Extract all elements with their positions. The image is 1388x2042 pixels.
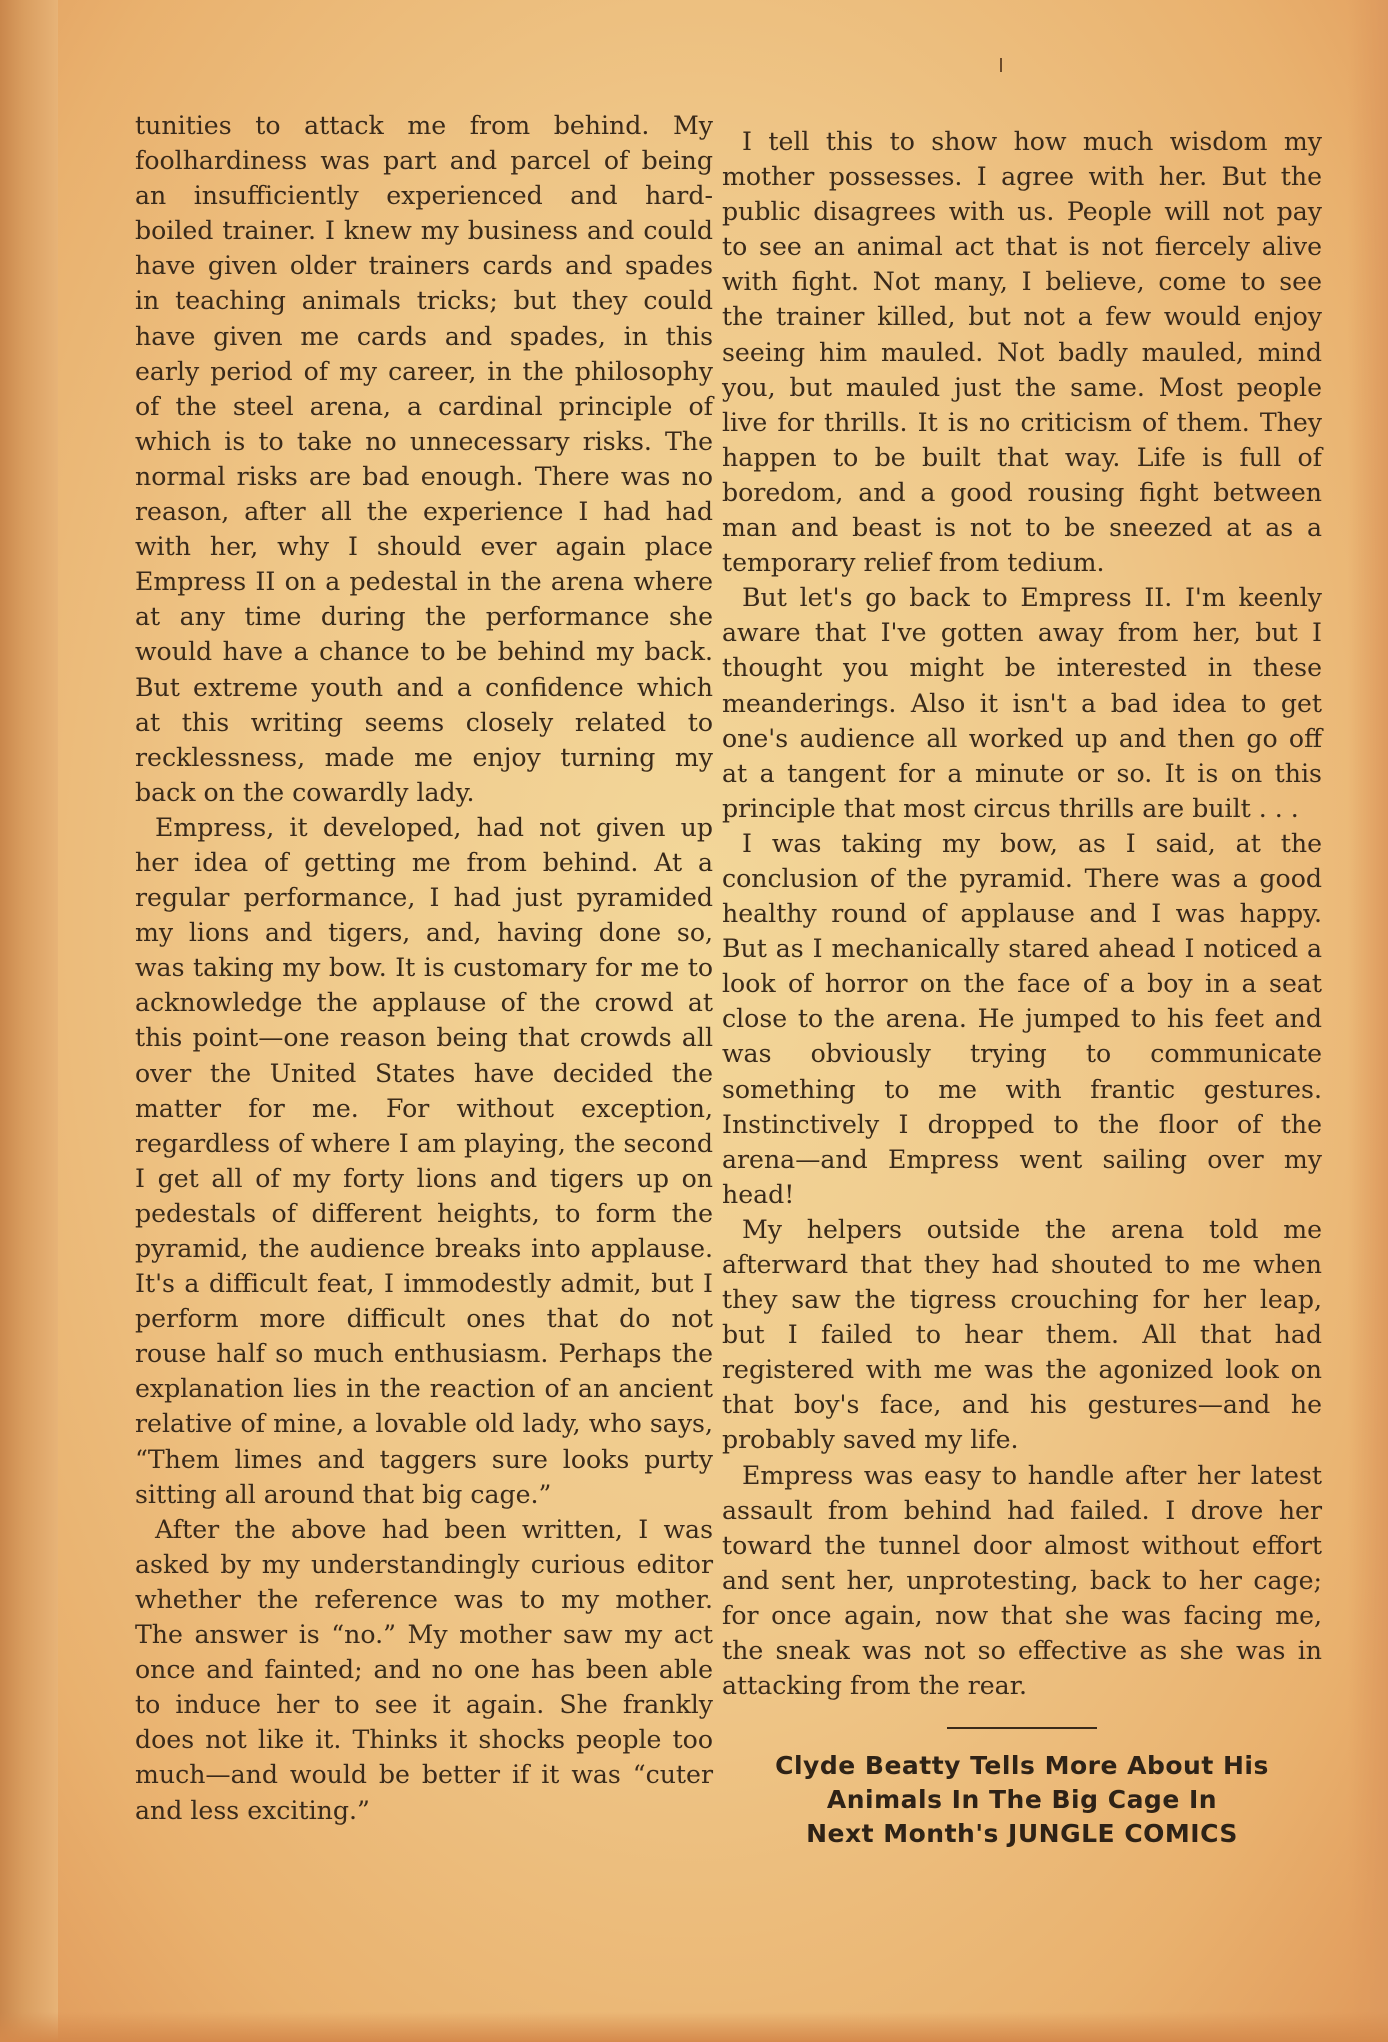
paragraph: tunities to attack me from behind. My foolhardiness was part and parcel of being an insufficiently experienced and hard-boiled trainer. I knew my business and could have given older trainers cards and spades in teaching animals tricks; but they could have given me cards and spades, in this early period of my career, in the philosophy of the steel arena, a cardinal principle of which is to take no unnecessary risks. The normal risks are bad enough. There was no reason, after all the experience I had had with her, why I should ever again place Empress II on a pedestal in the arena where at any time during the performance she would have a chance to be behind my back. But extreme youth and a confidence which at this writing seems closely related to recklessness, made me enjoy turning my back on the cowardly lady. [135,111,713,807]
paragraph: After the above had been written, I was asked by my understandingly curious editor whether the reference was to my mother. The answer is “no.” My mother saw my act once and fainted; and no one has been able to induce her to see it again. She frankly does not like it. Thinks it shocks people too much—and would be better if it was “cuter and less exciting.” [135,1514,713,1825]
print-mark [1000,58,1002,72]
page-bottom-edge [0,2012,1388,2042]
paragraph: My helpers outside the arena told me afterward that they had shouted to me when they saw the tigress crouching for her leap, but I failed to hear them. All that had registered with me was the agonized look on that boy's face, and his gestures—and he probably saved my life. [722,1214,1322,1455]
promo-line: Next Month's JUNGLE COMICS [806,1819,1238,1849]
paragraph: But let's go back to Empress II. I'm keenly aware that I've gotten away from her, but I thought you might be interested in these meanderings. Also it isn't a bad idea to get one's audience all worked up and then go off at a tangent for a minute or so. It is on this principle that most circus thrills are built . . . [722,583,1322,823]
promo-line: Clyde Beatty Tells More About His [775,1751,1269,1781]
paragraph: Empress, it developed, had not given up her idea of getting me from behind. At a regular performance, I had just pyramided my lions and tigers, and, having done so, was taking my bow. It is customary for me to acknowledge the applause of the crowd at this point—one reason being that crowds all over the United States have decided the matter for me. For without exception, regardless of where I am playing, the second I get all of my forty lions and tigers up on pedestals of different heights, to form the pyramid, the audience breaks into applause. It's a difficult feat, I immodestly admit, but I perform more difficult ones that do not rouse half so much enthusiasm. Perhaps the explanation lies in the reaction of an ancient relative of mine, a lovable old lady, who says, “Them limes and taggers sure looks purty sitting all around that big cage.” [135,812,713,1509]
next-issue-promo [722,1749,1322,1851]
paragraph: I was taking my bow, as I said, at the conclusion of the pyramid. There was a good healthy round of applause and I was happy. But as I mechanically stared ahead I noticed a look of horror on the face of a boy in a seat close to the arena. He jumped to his feet and was obviously trying to communicate something to me with frantic gestures. Instinctively I dropped to the floor of the arena—and Empress went sailing over my head! [722,828,1322,1209]
page-binding-edge [0,0,58,2042]
paragraph: I tell this to show how much wisdom my mother possesses. I agree with her. But the public disagrees with us. People will not pay to see an animal act that is not fiercely alive with fight. Not many, I believe, come to see the trainer killed, but not a few would enjoy seeing him mauled. Not badly mauled, mind you, but mauled just the same. Most people live for thrills. It is no criticism of them. They happen to be built that way. Life is full of boredom, and a good rousing fight between man and beast is not to be sneezed at as a temporary relief from tedium. [722,127,1322,578]
right-text-column [722,124,1322,1851]
promo-line: Animals In The Big Cage In [826,1785,1218,1815]
section-divider [947,1727,1097,1729]
left-text-column [135,108,713,1828]
paragraph: Empress was easy to handle after her latest assault from behind had failed. I drove her toward the tunnel door almost without effort and sent her, unprotesting, back to her cage; for once again, now that she was facing me, the sneak was not so effective as she was in attacking from the rear. [722,1460,1322,1701]
page-right-edge [1348,0,1388,2042]
